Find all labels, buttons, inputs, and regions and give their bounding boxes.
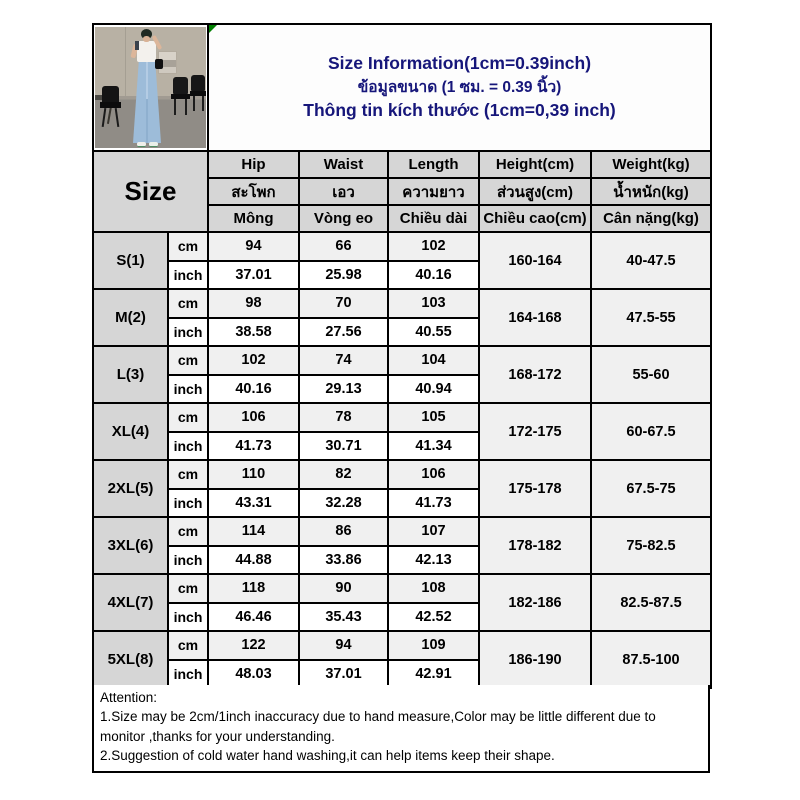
- waist-value-inch: 30.71: [299, 432, 388, 461]
- length-value-inch: 41.73: [388, 489, 479, 518]
- size-label: L(3): [93, 346, 168, 403]
- hip-value-cm: 102: [208, 346, 299, 375]
- waist-value-inch: 35.43: [299, 603, 388, 632]
- unit-label-cm: cm: [168, 574, 208, 603]
- size-row-cm: [93, 403, 711, 432]
- length-value-cm: 108: [388, 574, 479, 603]
- length-header-vi: Chiều dài: [388, 205, 479, 232]
- unit-label-inch: inch: [168, 603, 208, 632]
- size-row-cm: [93, 232, 711, 261]
- unit-label-cm: cm: [168, 232, 208, 261]
- waist-value-cm: 66: [299, 232, 388, 261]
- photo-model-shoe: [149, 142, 158, 147]
- weight-header-vi: Cân nặng(kg): [591, 205, 711, 232]
- weight-range: 87.5-100: [591, 631, 711, 688]
- photo-model-top: [137, 41, 156, 62]
- waist-value-cm: 74: [299, 346, 388, 375]
- waist-header-vi: Vòng eo: [299, 205, 388, 232]
- size-chart-sheet: [92, 23, 710, 689]
- hip-value-inch: 38.58: [208, 318, 299, 347]
- hip-value-inch: 40.16: [208, 375, 299, 404]
- unit-label-inch: inch: [168, 489, 208, 518]
- photo-model-phone: [135, 41, 139, 50]
- title-thai: ข้อมูลขนาด (1 ซม. = 0.39 นิ้ว): [357, 78, 562, 96]
- waist-value-inch: 33.86: [299, 546, 388, 575]
- title-english: Size Information(1cm=0.39inch): [327, 53, 592, 74]
- photo-right-chair-2-leg: [202, 96, 204, 111]
- size-row-cm: [93, 289, 711, 318]
- size-label: 4XL(7): [93, 574, 168, 631]
- unit-label-cm: cm: [168, 631, 208, 660]
- size-label: M(2): [93, 289, 168, 346]
- height-range: 178-182: [479, 517, 591, 574]
- title-cell: [208, 24, 711, 151]
- height-range: 160-164: [479, 232, 591, 289]
- top-row: [93, 24, 711, 151]
- product-photo-cell: [93, 24, 208, 151]
- length-value-inch: 42.13: [388, 546, 479, 575]
- size-label: S(1): [93, 232, 168, 289]
- weight-range: 82.5-87.5: [591, 574, 711, 631]
- length-value-inch: 42.52: [388, 603, 479, 632]
- height-range: 186-190: [479, 631, 591, 688]
- height-range: 172-175: [479, 403, 591, 460]
- weight-range: 47.5-55: [591, 289, 711, 346]
- unit-label-inch: inch: [168, 375, 208, 404]
- photo-left-chair: [102, 86, 119, 102]
- photo-wall-seam: [125, 27, 126, 96]
- hip-value-cm: 122: [208, 631, 299, 660]
- length-value-inch: 40.55: [388, 318, 479, 347]
- size-row-cm: [93, 574, 711, 603]
- waist-value-cm: 70: [299, 289, 388, 318]
- weight-range: 75-82.5: [591, 517, 711, 574]
- length-value-inch: 41.34: [388, 432, 479, 461]
- photo-model-shoe: [137, 142, 146, 147]
- hip-value-cm: 98: [208, 289, 299, 318]
- hip-header-en: Hip: [208, 151, 299, 178]
- photo-left-chair-leg: [115, 108, 120, 127]
- hip-value-cm: 114: [208, 517, 299, 546]
- attention-heading: Attention:: [100, 690, 158, 705]
- unit-label-cm: cm: [168, 289, 208, 318]
- length-value-cm: 106: [388, 460, 479, 489]
- length-header-th: ความยาว: [388, 178, 479, 205]
- title-vietnamese: Thông tin kích thước (1cm=0,39 inch): [303, 100, 616, 121]
- weight-header-th: น้ำหนัก(kg): [591, 178, 711, 205]
- hip-header-vi: Mông: [208, 205, 299, 232]
- hip-value-inch: 37.01: [208, 261, 299, 290]
- hip-value-inch: 44.88: [208, 546, 299, 575]
- waist-header-th: เอว: [299, 178, 388, 205]
- length-value-inch: 40.94: [388, 375, 479, 404]
- waist-value-inch: 37.01: [299, 660, 388, 689]
- unit-label-inch: inch: [168, 261, 208, 290]
- length-value-cm: 102: [388, 232, 479, 261]
- unit-label-inch: inch: [168, 546, 208, 575]
- photo-right-chair-leg: [174, 99, 176, 115]
- photo-model-face: [143, 36, 150, 42]
- waist-header-en: Waist: [299, 151, 388, 178]
- photo-model-bag: [155, 59, 163, 69]
- hip-value-cm: 106: [208, 403, 299, 432]
- unit-label-cm: cm: [168, 403, 208, 432]
- height-header-en: Height(cm): [479, 151, 591, 178]
- waist-value-cm: 94: [299, 631, 388, 660]
- photo-left-chair-leg: [102, 108, 107, 127]
- attention-note: 1.Size may be 2cm/1inch inaccuracy due to hand measure,Color may be little different due to monitor ,thanks for your understanding.: [100, 709, 656, 744]
- length-header-en: Length: [388, 151, 479, 178]
- hip-value-inch: 48.03: [208, 660, 299, 689]
- size-row-cm: [93, 631, 711, 660]
- hip-value-cm: 110: [208, 460, 299, 489]
- header-row-english: [93, 151, 711, 178]
- hip-value-cm: 94: [208, 232, 299, 261]
- hip-value-cm: 118: [208, 574, 299, 603]
- waist-value-inch: 29.13: [299, 375, 388, 404]
- weight-range: 55-60: [591, 346, 711, 403]
- size-rows-body: [93, 232, 711, 688]
- height-range: 168-172: [479, 346, 591, 403]
- photo-model-jeans-seam: [146, 99, 148, 143]
- length-value-inch: 42.91: [388, 660, 479, 689]
- hip-value-inch: 46.46: [208, 603, 299, 632]
- size-row-cm: [93, 517, 711, 546]
- size-label: 5XL(8): [93, 631, 168, 688]
- photo-left-chair-seat: [100, 102, 121, 108]
- waist-value-cm: 82: [299, 460, 388, 489]
- length-value-cm: 104: [388, 346, 479, 375]
- photo-right-chair: [173, 77, 188, 94]
- size-row-cm: [93, 460, 711, 489]
- waist-value-cm: 86: [299, 517, 388, 546]
- product-photo: [95, 27, 206, 148]
- length-value-cm: 109: [388, 631, 479, 660]
- weight-header-en: Weight(kg): [591, 151, 711, 178]
- waist-value-cm: 90: [299, 574, 388, 603]
- photo-right-chair-2: [191, 75, 205, 91]
- hip-header-th: สะโพก: [208, 178, 299, 205]
- height-header-vi: Chiều cao(cm): [479, 205, 591, 232]
- photo-right-chair-leg: [185, 99, 187, 115]
- unit-label-inch: inch: [168, 318, 208, 347]
- hip-value-inch: 43.31: [208, 489, 299, 518]
- size-table: [92, 23, 712, 689]
- waist-value-inch: 27.56: [299, 318, 388, 347]
- length-value-cm: 103: [388, 289, 479, 318]
- size-label: 2XL(5): [93, 460, 168, 517]
- waist-value-cm: 78: [299, 403, 388, 432]
- unit-label-cm: cm: [168, 460, 208, 489]
- size-label: XL(4): [93, 403, 168, 460]
- weight-range: 67.5-75: [591, 460, 711, 517]
- attention-box: [92, 685, 710, 773]
- length-value-cm: 105: [388, 403, 479, 432]
- waist-value-inch: 25.98: [299, 261, 388, 290]
- length-value-cm: 107: [388, 517, 479, 546]
- height-range: 175-178: [479, 460, 591, 517]
- unit-label-cm: cm: [168, 346, 208, 375]
- photo-right-chair-2-leg: [193, 96, 195, 111]
- size-label: 3XL(6): [93, 517, 168, 574]
- size-information-title: [209, 55, 710, 120]
- height-range: 182-186: [479, 574, 591, 631]
- excel-corner-marker-icon: [209, 25, 217, 33]
- weight-range: 60-67.5: [591, 403, 711, 460]
- unit-label-cm: cm: [168, 517, 208, 546]
- unit-label-inch: inch: [168, 660, 208, 689]
- height-header-th: ส่วนสูง(cm): [479, 178, 591, 205]
- length-value-inch: 40.16: [388, 261, 479, 290]
- weight-range: 40-47.5: [591, 232, 711, 289]
- size-column-header: Size: [93, 151, 208, 232]
- hip-value-inch: 41.73: [208, 432, 299, 461]
- waist-value-inch: 32.28: [299, 489, 388, 518]
- unit-label-inch: inch: [168, 432, 208, 461]
- size-row-cm: [93, 346, 711, 375]
- height-range: 164-168: [479, 289, 591, 346]
- attention-note: 2.Suggestion of cold water hand washing,it can help items keep their shape.: [100, 747, 555, 763]
